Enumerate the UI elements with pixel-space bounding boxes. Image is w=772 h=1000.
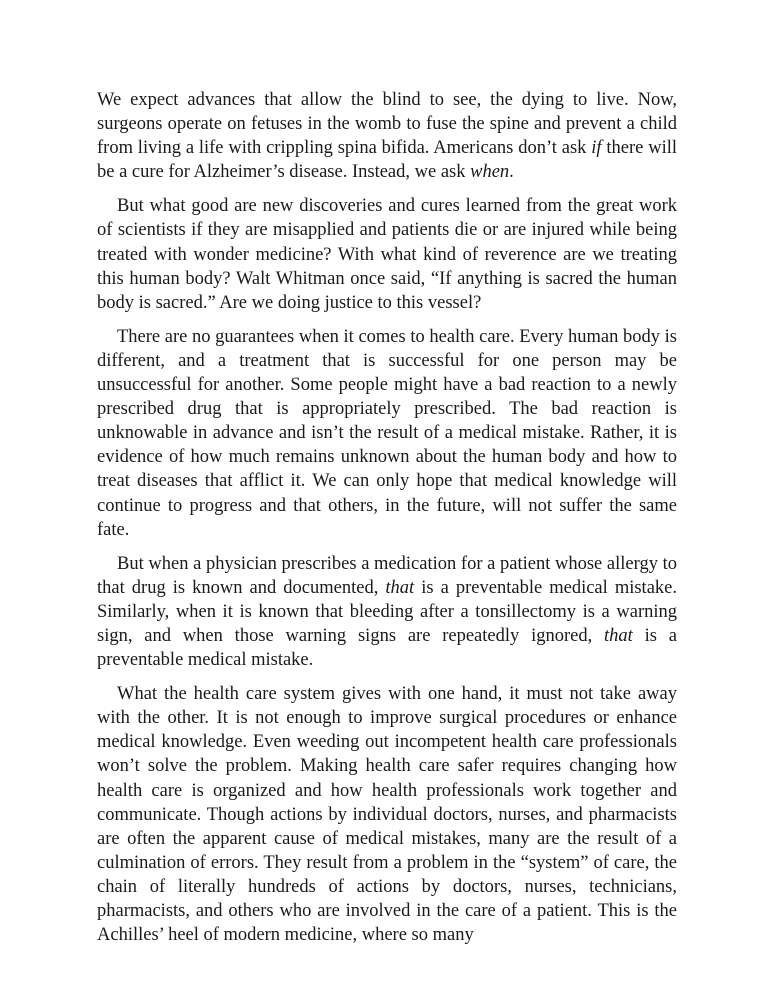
paragraph-text: We expect advances that allow the blind to see, the dying to live. Now, surgeons operate on fetuses in the womb to fuse the spine and prevent a child from living a life with crippling spina bifida. Americans don’t ask [97,90,677,159]
paragraph-2 [97,194,677,314]
emphasis-text: when [470,162,510,183]
emphasis-text: that [604,625,633,646]
emphasis-text: if [591,138,602,159]
paragraph-text: is a preventable medical mistake. [97,625,677,671]
paragraph-5 [97,682,677,947]
paragraph-3 [97,325,677,542]
paragraph-text: . [509,162,514,183]
paragraph-text: But what good are new discoveries and cures learned from the great work of scientists if they are misapplied and patients die or are injured while being treated with wonder medicine? With what kind of reverence are we treating this human body? Walt Whitman once said, “If anything is sacred the human body is sacred.” Are we doing justice to this vessel? [97,196,677,313]
emphasis-text: that [385,577,415,598]
paragraph-text: But when a physician prescribes a medication for a patient whose allergy to that drug is known and documented, [97,553,677,598]
paragraph-text: What the health care system gives with one hand, it must not take away with the other. It is not enough to improve surgical procedures or enhance medical knowledge. Even weeding out incompetent health care professionals won’t solve the problem. Making health care safer requires changing how health care is organized and how health professionals work together and communicate. Though actions by individual doctors, nurses, and pharmacists are often the apparent cause of medical mistakes, many are the result of a culmination of errors. They result from a problem in the “system” of care, the chain of literally hundreds of actions by doctors, nurses, technicians, pharmacists, and others who are involved in the care of a patient. This is the Achilles’ heel of modern medicine, where so many [97,684,677,946]
paragraph-text: There are no guarantees when it comes to health care. Every human body is different, and a treatment that is successful for one person may be unsuccessful for another. Some people might have a bad reaction to a newly prescribed drug that is appropriately prescribed. The bad reaction is unknowable in advance and isn’t the result of a medical mistake. Rather, it is evidence of how much remains unknown about the human body and how to treat diseases that afflict it. We can only hope that medical knowledge will continue to progress and that others, in the future, will not suffer the same fate. [97,326,677,540]
document-page [97,88,677,947]
paragraph-text: is a preventable medical mistake. Similarly, when it is known that bleeding after a tonsillectomy is a warning sign, and when those warning signs are repeatedly ignored, [97,577,677,646]
paragraph-4 [97,552,677,672]
paragraph-1 [97,88,677,184]
paragraph-text: there will be a cure for Alzheimer’s disease. Instead, we ask [97,138,677,183]
